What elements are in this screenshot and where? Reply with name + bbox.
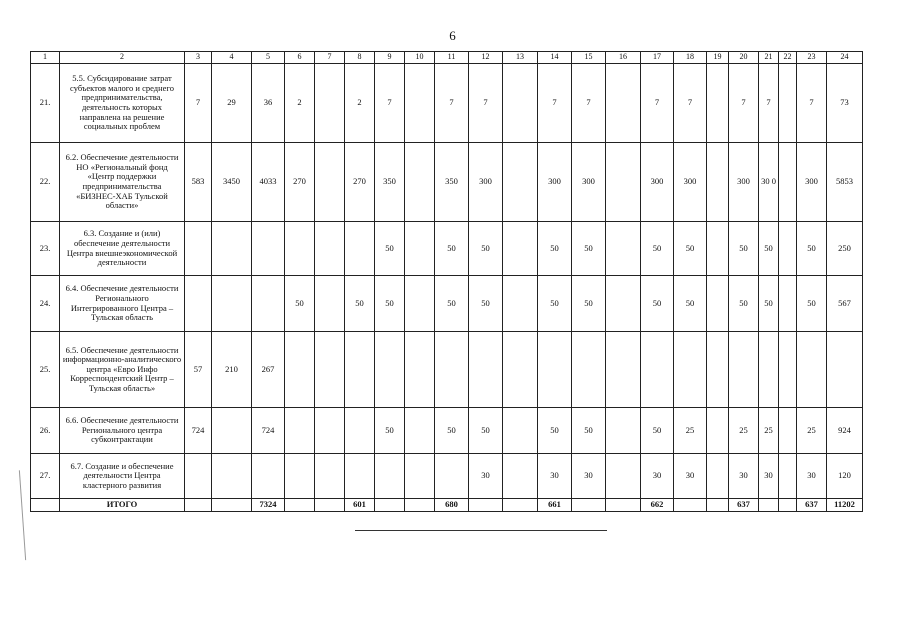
total-cell xyxy=(315,499,345,512)
table-cell: 50 xyxy=(538,222,572,276)
table-cell xyxy=(285,222,315,276)
table-cell: 7 xyxy=(469,64,503,143)
table-cell: 57 xyxy=(185,332,212,408)
table-cell: 50 xyxy=(572,276,606,332)
table-cell xyxy=(252,276,285,332)
table-cell xyxy=(503,332,538,408)
table-cell xyxy=(641,332,674,408)
header-cell: 24 xyxy=(827,52,863,64)
table-cell: 2 xyxy=(285,64,315,143)
table-cell xyxy=(779,408,797,454)
table-cell: 7 xyxy=(375,64,405,143)
table-cell: 4033 xyxy=(252,143,285,222)
table-cell xyxy=(285,454,315,499)
table-cell xyxy=(707,332,729,408)
table-cell: 267 xyxy=(252,332,285,408)
table-cell: 50 xyxy=(572,222,606,276)
header-cell: 8 xyxy=(345,52,375,64)
header-cell: 23 xyxy=(797,52,827,64)
table-cell xyxy=(503,408,538,454)
table-cell: 30 xyxy=(641,454,674,499)
table-cell: 300 xyxy=(674,143,707,222)
table-cell: 36 xyxy=(252,64,285,143)
table-row xyxy=(31,222,863,276)
table-cell: 25 xyxy=(674,408,707,454)
table-cell xyxy=(405,64,435,143)
table-cell xyxy=(405,222,435,276)
table-cell: 5853 xyxy=(827,143,863,222)
total-row xyxy=(31,499,863,512)
header-cell: 19 xyxy=(707,52,729,64)
table-cell xyxy=(405,454,435,499)
header-cell: 15 xyxy=(572,52,606,64)
table-cell xyxy=(503,454,538,499)
table-cell xyxy=(572,332,606,408)
table-cell: 50 xyxy=(285,276,315,332)
table-cell xyxy=(606,332,641,408)
table-cell: 7 xyxy=(641,64,674,143)
table-cell xyxy=(827,332,863,408)
header-cell: 10 xyxy=(405,52,435,64)
table-cell xyxy=(185,276,212,332)
table-cell: 300 xyxy=(641,143,674,222)
table-cell xyxy=(779,454,797,499)
table-cell xyxy=(779,64,797,143)
table-cell xyxy=(315,222,345,276)
table-cell: 50 xyxy=(345,276,375,332)
total-cell xyxy=(779,499,797,512)
table-cell xyxy=(729,332,759,408)
table-cell xyxy=(503,143,538,222)
table-cell: 2 xyxy=(345,64,375,143)
table-cell xyxy=(707,454,729,499)
header-cell: 22 xyxy=(779,52,797,64)
table-cell: 50 xyxy=(641,408,674,454)
table-cell: 50 xyxy=(797,276,827,332)
table-cell: 7 xyxy=(572,64,606,143)
header-cell: 7 xyxy=(315,52,345,64)
table-cell xyxy=(435,454,469,499)
table-cell xyxy=(503,222,538,276)
header-cell: 1 xyxy=(31,52,60,64)
table-cell: 50 xyxy=(469,408,503,454)
table-row xyxy=(31,408,863,454)
table-cell xyxy=(345,222,375,276)
table-cell: 25 xyxy=(729,408,759,454)
table-cell xyxy=(606,222,641,276)
table-cell: 7 xyxy=(538,64,572,143)
table-cell: 30 xyxy=(469,454,503,499)
table-cell xyxy=(469,332,503,408)
table-cell: 30 xyxy=(797,454,827,499)
table-cell: 25 xyxy=(797,408,827,454)
total-cell xyxy=(285,499,315,512)
table-cell: 30 xyxy=(538,454,572,499)
header-cell: 2 xyxy=(60,52,185,64)
table-cell: 50 xyxy=(435,222,469,276)
table-row xyxy=(31,332,863,408)
row-number: 23. xyxy=(31,222,60,276)
table-cell: 583 xyxy=(185,143,212,222)
total-cell: 637 xyxy=(729,499,759,512)
table-cell: 50 xyxy=(674,276,707,332)
table-cell: 50 xyxy=(641,276,674,332)
table-cell: 7 xyxy=(797,64,827,143)
table-cell: 120 xyxy=(827,454,863,499)
table-cell xyxy=(315,454,345,499)
table-cell: 25 xyxy=(759,408,779,454)
table-cell xyxy=(606,276,641,332)
row-description: 6.7. Создание и обеспечение деятельности Центра кластерного развития xyxy=(60,454,185,499)
table-cell: 50 xyxy=(435,276,469,332)
header-cell: 18 xyxy=(674,52,707,64)
header-row xyxy=(31,52,863,64)
total-cell xyxy=(572,499,606,512)
table-cell: 30 xyxy=(759,454,779,499)
table-cell: 7 xyxy=(185,64,212,143)
table-cell xyxy=(779,332,797,408)
header-cell: 14 xyxy=(538,52,572,64)
table-cell: 50 xyxy=(729,276,759,332)
table-cell xyxy=(606,408,641,454)
table-cell xyxy=(707,276,729,332)
header-cell: 21 xyxy=(759,52,779,64)
row-description: 6.6. Обеспечение деятельности Регионального центра субконтрактации xyxy=(60,408,185,454)
row-description: 6.3. Создание и (или) обеспечение деятельности Центра внешнеэкономической деятельности xyxy=(60,222,185,276)
table-cell xyxy=(375,454,405,499)
table-row xyxy=(31,276,863,332)
table-row xyxy=(31,454,863,499)
header-cell: 3 xyxy=(185,52,212,64)
table-cell xyxy=(606,143,641,222)
row-number: 24. xyxy=(31,276,60,332)
table-cell: 210 xyxy=(212,332,252,408)
table-row xyxy=(31,64,863,143)
total-cell xyxy=(503,499,538,512)
table-cell: 300 xyxy=(729,143,759,222)
table-cell xyxy=(405,276,435,332)
row-description: 6.2. Обеспечение деятельности НО «Региональный фонд «Центр поддержки предпринимательства «БИЗНЕС-ХАБ Тульской области» xyxy=(60,143,185,222)
table-cell: 7 xyxy=(729,64,759,143)
table-cell: 724 xyxy=(252,408,285,454)
table-cell xyxy=(315,332,345,408)
table-cell: 50 xyxy=(538,276,572,332)
table-cell xyxy=(212,408,252,454)
header-cell: 12 xyxy=(469,52,503,64)
table-cell xyxy=(212,276,252,332)
table-cell xyxy=(345,332,375,408)
header-cell: 6 xyxy=(285,52,315,64)
total-cell xyxy=(405,499,435,512)
table-cell xyxy=(345,454,375,499)
table-cell xyxy=(759,332,779,408)
table-cell: 50 xyxy=(375,408,405,454)
table-cell xyxy=(674,332,707,408)
table-cell xyxy=(707,64,729,143)
header-cell: 4 xyxy=(212,52,252,64)
table-cell: 50 xyxy=(469,222,503,276)
header-cell: 16 xyxy=(606,52,641,64)
table-cell: 7 xyxy=(435,64,469,143)
total-cell: 662 xyxy=(641,499,674,512)
table-cell xyxy=(405,408,435,454)
table-cell xyxy=(779,143,797,222)
total-cell xyxy=(469,499,503,512)
table-cell: 270 xyxy=(345,143,375,222)
table-cell xyxy=(707,222,729,276)
table-cell: 50 xyxy=(759,276,779,332)
table-cell: 300 xyxy=(797,143,827,222)
table-cell: 567 xyxy=(827,276,863,332)
page-number: 6 xyxy=(449,28,456,43)
total-cell xyxy=(606,499,641,512)
table-cell: 50 xyxy=(538,408,572,454)
table-cell xyxy=(212,454,252,499)
table-cell: 50 xyxy=(435,408,469,454)
total-cell: 637 xyxy=(797,499,827,512)
row-description: 6.5. Обеспечение деятельности информационно-аналитического центра «Евро Инфо Корреспондентский Центр – Тульская область» xyxy=(60,332,185,408)
table-cell xyxy=(538,332,572,408)
table-cell: 300 xyxy=(469,143,503,222)
table-cell: 7 xyxy=(759,64,779,143)
table-cell xyxy=(252,454,285,499)
budget-table xyxy=(30,51,863,512)
header-cell: 17 xyxy=(641,52,674,64)
table-cell xyxy=(185,222,212,276)
table-cell xyxy=(503,64,538,143)
table-cell xyxy=(375,332,405,408)
table-cell: 30 xyxy=(729,454,759,499)
table-cell xyxy=(707,408,729,454)
table-cell: 50 xyxy=(469,276,503,332)
row-description: 6.4. Обеспечение деятельности Регионального Интегрированного Центра – Тульская область xyxy=(60,276,185,332)
table-cell xyxy=(797,332,827,408)
total-cell xyxy=(375,499,405,512)
table-cell: 50 xyxy=(375,276,405,332)
row-number: 21. xyxy=(31,64,60,143)
table-cell: 30 0 xyxy=(759,143,779,222)
table-cell: 924 xyxy=(827,408,863,454)
total-cell xyxy=(185,499,212,512)
total-cell: 601 xyxy=(345,499,375,512)
table-cell xyxy=(606,454,641,499)
table-cell xyxy=(315,276,345,332)
table-cell xyxy=(503,276,538,332)
table-cell xyxy=(185,454,212,499)
table-cell xyxy=(285,332,315,408)
table-cell xyxy=(315,143,345,222)
total-cell: 11202 xyxy=(827,499,863,512)
table-cell xyxy=(405,143,435,222)
total-cell xyxy=(759,499,779,512)
total-cell xyxy=(707,499,729,512)
table-cell xyxy=(285,408,315,454)
table-cell: 350 xyxy=(435,143,469,222)
table-cell xyxy=(252,222,285,276)
header-cell: 13 xyxy=(503,52,538,64)
row-number: 22. xyxy=(31,143,60,222)
table-cell xyxy=(779,276,797,332)
header-cell: 20 xyxy=(729,52,759,64)
header-cell: 9 xyxy=(375,52,405,64)
table-cell xyxy=(212,222,252,276)
table-cell: 724 xyxy=(185,408,212,454)
table-cell xyxy=(779,222,797,276)
table-cell: 250 xyxy=(827,222,863,276)
header-cell: 5 xyxy=(252,52,285,64)
table-cell: 29 xyxy=(212,64,252,143)
table-cell: 50 xyxy=(641,222,674,276)
header-cell: 11 xyxy=(435,52,469,64)
total-cell: 7324 xyxy=(252,499,285,512)
total-cell: 661 xyxy=(538,499,572,512)
table-cell xyxy=(707,143,729,222)
table-cell: 300 xyxy=(538,143,572,222)
table-cell: 270 xyxy=(285,143,315,222)
total-cell: 680 xyxy=(435,499,469,512)
row-number: 26. xyxy=(31,408,60,454)
table-cell: 50 xyxy=(759,222,779,276)
table-cell: 50 xyxy=(729,222,759,276)
row-number: 25. xyxy=(31,332,60,408)
table-cell xyxy=(405,332,435,408)
table-cell: 300 xyxy=(572,143,606,222)
table-cell: 50 xyxy=(375,222,405,276)
table-cell xyxy=(345,408,375,454)
total-cell xyxy=(212,499,252,512)
table-cell: 30 xyxy=(674,454,707,499)
table-cell xyxy=(606,64,641,143)
closing-line xyxy=(355,530,607,531)
row-number: 27. xyxy=(31,454,60,499)
table-cell: 350 xyxy=(375,143,405,222)
table-cell xyxy=(315,64,345,143)
table-cell: 73 xyxy=(827,64,863,143)
table-cell: 30 xyxy=(572,454,606,499)
table-cell: 7 xyxy=(674,64,707,143)
table-cell: 50 xyxy=(572,408,606,454)
table-row xyxy=(31,143,863,222)
table-cell: 50 xyxy=(674,222,707,276)
row-description: 5.5. Субсидирование затрат субъектов малого и среднего предпринимательства, деятельность которых направлена на решение социальных проблем xyxy=(60,64,185,143)
total-number-cell xyxy=(31,499,60,512)
total-label: ИТОГО xyxy=(60,499,185,512)
table-cell xyxy=(315,408,345,454)
table-cell xyxy=(435,332,469,408)
table-cell: 3450 xyxy=(212,143,252,222)
total-cell xyxy=(674,499,707,512)
table-cell: 50 xyxy=(797,222,827,276)
